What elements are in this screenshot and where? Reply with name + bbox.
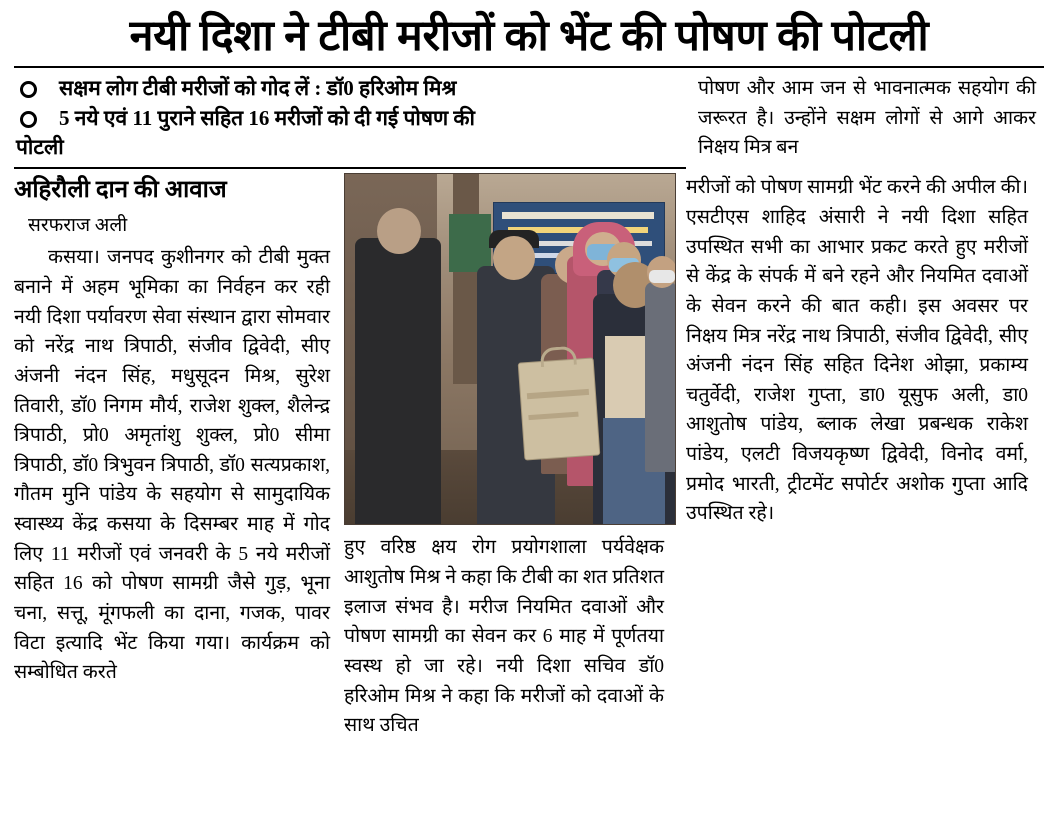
bullet-circle-icon bbox=[20, 111, 37, 128]
photo-person-back-left bbox=[355, 238, 441, 525]
photo-pillar bbox=[453, 174, 479, 384]
bag-stripe bbox=[528, 412, 578, 420]
subhead-text-trailing: पोटली bbox=[16, 135, 64, 160]
subhead-block bbox=[14, 74, 1044, 169]
column-middle bbox=[344, 173, 676, 751]
subhead-divider bbox=[14, 167, 686, 169]
page-title: नयी दिशा ने टीबी मरीजों को भेंट की पोषण की पोटली bbox=[129, 13, 929, 60]
photo-side-banner bbox=[449, 214, 491, 272]
column-right bbox=[676, 173, 1028, 751]
nutrition-kit-bag bbox=[518, 358, 601, 461]
photo-person-right bbox=[645, 282, 676, 472]
newspaper-page bbox=[0, 14, 1058, 818]
subhead-left bbox=[14, 74, 686, 169]
paragraph-middle-1: हुए वरिष्ठ क्षय रोग प्रयोगशाला पर्यवेक्षक आशुतोष मिश्र ने कहा कि टीबी का शत प्रतिशत इलाज संभव है। मरीज नियमित दवाओं और पोषण सामग्री का सेवन कर 6 माह में पूर्णतया स्वस्थ हो जा रहे। नयी दिशा सचिव डॉ0 हरिओम मिश्र ने कहा कि मरीजों को दवाओं के साथ उचित bbox=[344, 537, 664, 737]
article-photo bbox=[344, 173, 676, 525]
byline: सरफराज अली bbox=[28, 215, 128, 237]
paragraph-right-1: मरीजों को पोषण सामग्री भेंट करने की अपील की। एसटीएस शाहिद अंसारी ने नयी दिशा सहित उपस्थित सभी का आभार प्रकट करते हुए मरीजों से केंद्र के संपर्क में बने रहने और नियमित दवाओं के सेवन करने की बात कही। इस अवसर पर निक्षय मित्र नरेंद्र नाथ त्रिपाठी, संजीव द्विवेदी, सीए अंजनी नंदन सिंह सहित दिनेश ओझा, प्रकाम्य चतुर्वेदी, राजेश गुप्ता, डा0 यूसुफ अली, डा0 आशुतोष पांडेय, ब्लाक लेखा प्रबन्धक राकेश पांडेय, एलटी विजयकृष्ण द्विवेदी, विनोद वर्मा, प्रमोद भारती, ट्रीटमेंट सपोर्टर अशोक गुप्ता आदि उपस्थित रहे। bbox=[686, 177, 1028, 525]
bag-handle bbox=[540, 346, 577, 367]
headline-divider bbox=[14, 66, 1044, 68]
section-kicker: अहिरौली दान की आवाज bbox=[14, 177, 227, 204]
subhead-text-2: 5 नये एवं 11 पुराने सहित 16 मरीजों को दी गई पोषण की bbox=[59, 105, 475, 130]
face-mask-icon bbox=[649, 270, 675, 283]
photo-person-head bbox=[493, 236, 535, 280]
column-left bbox=[14, 173, 344, 751]
right-column-intro: पोषण और आम जन से भावनात्मक सहयोग की जरूरत है। उन्होंने सक्षम लोगों से आगे आकर निक्षय मित्र बन bbox=[698, 78, 1036, 158]
subhead-bullet-row bbox=[14, 74, 676, 102]
bullet-circle-icon bbox=[20, 81, 37, 98]
bag-stripe bbox=[527, 389, 589, 399]
subhead-bullet-row bbox=[14, 104, 676, 132]
subhead-text-1: सक्षम लोग टीबी मरीजों को गोद लें : डॉ0 हरिओम मिश्र bbox=[59, 76, 457, 101]
photo-person-head bbox=[377, 208, 421, 254]
banner-line-1 bbox=[502, 212, 654, 219]
paragraph-left-1: कसया। जनपद कुशीनगर को टीबी मुक्त बनाने में अहम भूमिका का निर्वहन कर रही नयी दिशा पर्यावरण सेवा संस्थान द्वारा सोमवार को नरेंद्र नाथ त्रिपाठी, संजीव द्विवेदी, सीए अंजनी नंदन सिंह, मधुसूदन मिश्र, सुरेश तिवारी, डॉ0 निगम मौर्य, राजेश शुक्ल, शैलेन्द्र त्रिपाठी, प्रो0 अमृतांशु शुक्ल, प्रो0 सीमा त्रिपाठी, डॉ0 त्रिभुवन त्रिपाठी, डॉ0 सत्यप्रकाश, गौतम मुनि पांडेय के सहयोग से सामुदायिक स्वास्थ्य केंद्र कसया के दिसम्बर माह में गोद लिए 11 मरीजों एवं जनवरी के 5 नये मरीजों सहित 16 को पोषण सामग्री जैसे गुड़, भूना चना, सत्तू, मूंगफली का दाना, गजक, पावर विटा इत्यादि भेंट किया गया। कार्यक्रम को सम्बोधित करते bbox=[14, 247, 330, 684]
article-body bbox=[14, 173, 1044, 751]
